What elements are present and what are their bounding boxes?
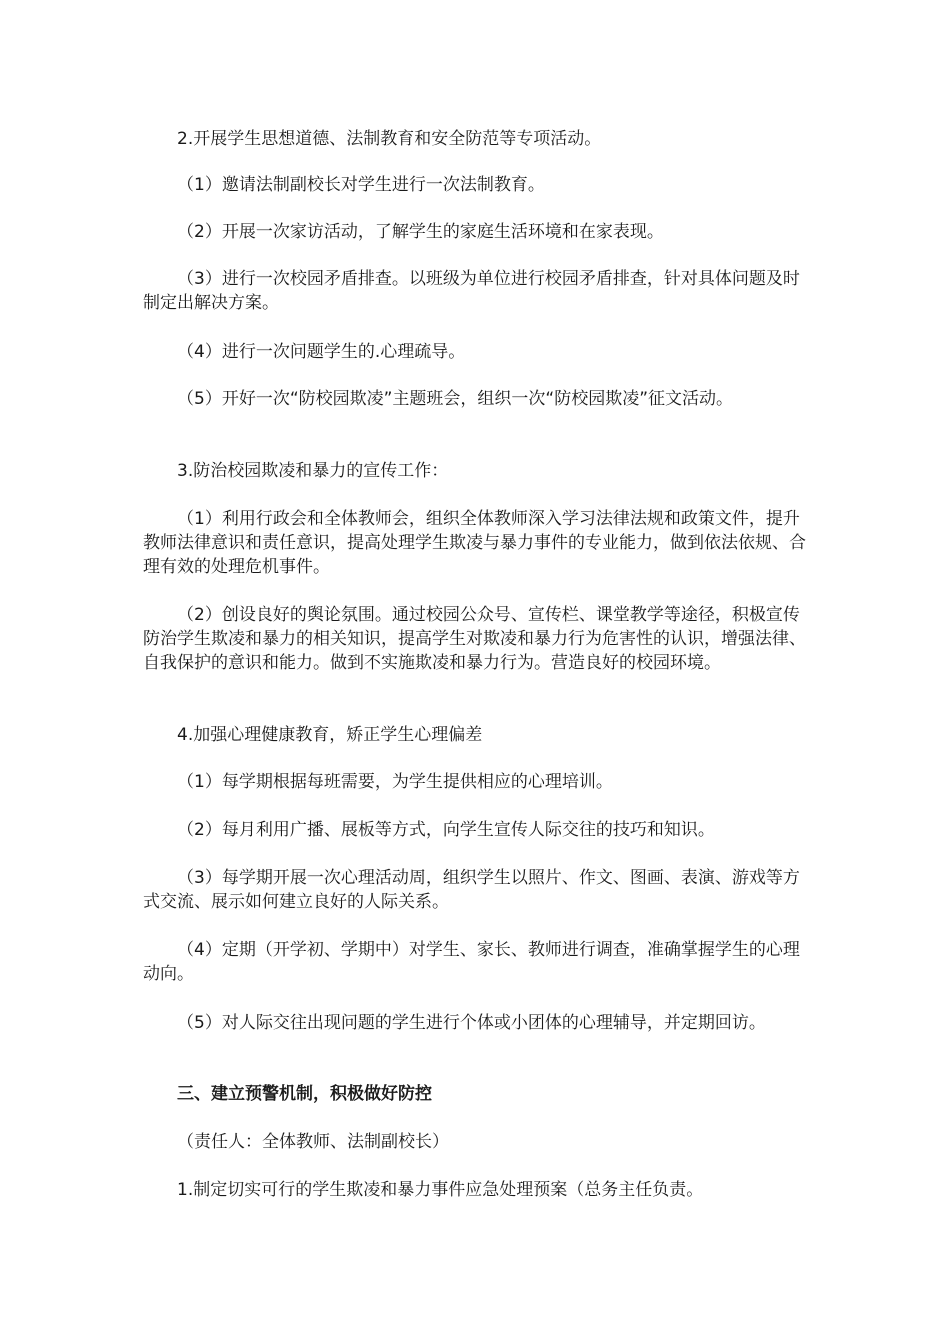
paragraph: 1.制定切实可行的学生欺凌和暴力事件应急处理预案（总务主任负责。	[177, 1180, 704, 1200]
paragraph: （责任人：全体教师、法制副校长）	[177, 1132, 449, 1152]
paragraph: （1）每学期根据每班需要，为学生提供相应的心理培训。	[177, 772, 613, 792]
paragraph: （2）每月利用广播、展板等方式，向学生宣传人际交往的技巧和知识。	[177, 820, 715, 840]
paragraph: （1）利用行政会和全体教师会，组织全体教师深入学习法律法规和政策文件，提升教师法律意识和责任意识，提高处理学生欺凌与暴力事件的专业能力，做到依法依规、合理有效的处理危机事件。	[143, 509, 806, 577]
paragraph: （5）开好一次“防校园欺凌”主题班会，组织一次“防校园欺凌”征文活动。	[177, 389, 734, 409]
paragraph: 4.加强心理健康教育，矫正学生心理偏差	[177, 725, 483, 745]
paragraph: （4）定期（开学初、学期中）对学生、家长、教师进行调查，准确掌握学生的心理动向。	[143, 940, 800, 984]
paragraph: 2.开展学生思想道德、法制教育和安全防范等专项活动。	[177, 129, 602, 149]
paragraph: （4）进行一次问题学生的.心理疏导。	[177, 342, 466, 362]
paragraph: （5）对人际交往出现问题的学生进行个体或小团体的心理辅导，并定期回访。	[177, 1013, 766, 1033]
paragraph: （3）进行一次校园矛盾排查。以班级为单位进行校园矛盾排查，针对具体问题及时制定出解决方案。	[143, 269, 800, 313]
paragraph: 3.防治校园欺凌和暴力的宣传工作：	[177, 461, 449, 481]
paragraph: （2）开展一次家访活动，了解学生的家庭生活环境和在家表现。	[177, 222, 664, 242]
paragraph: （1）邀请法制副校长对学生进行一次法制教育。	[177, 175, 545, 195]
section-heading: 三、建立预警机制，积极做好防控	[177, 1084, 432, 1104]
paragraph: （2）创设良好的舆论氛围。通过校园公众号、宣传栏、课堂教学等途径，积极宣传防治学生欺凌和暴力的相关知识，提高学生对欺凌和暴力行为危害性的认识，增强法律、自我保护的意识和能力。做到不实施欺凌和暴力行为。营造良好的校园环境。	[143, 605, 806, 673]
paragraph: （3）每学期开展一次心理活动周，组织学生以照片、作文、图画、表演、游戏等方式交流、展示如何建立良好的人际关系。	[143, 868, 800, 912]
